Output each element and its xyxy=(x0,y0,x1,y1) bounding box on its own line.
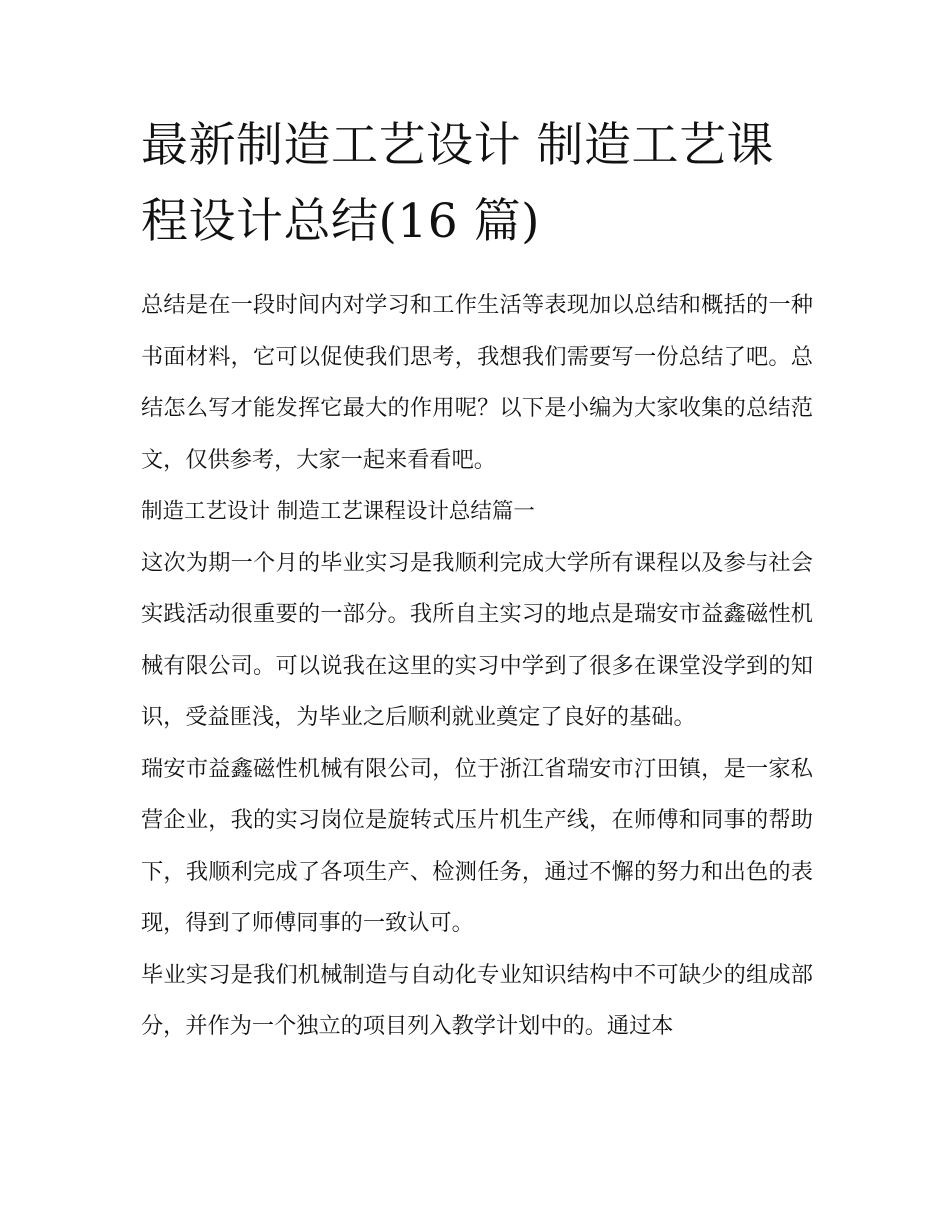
section-heading: 制造工艺设计 制造工艺课程设计总结篇一 xyxy=(141,499,535,524)
document-body xyxy=(141,280,813,1053)
paragraph-intro: 总结是在一段时间内对学习和工作生活等表现加以总结和概括的一种书面材料，它可以促使我们思考，我想我们需要写一份总结了吧。总结怎么写才能发挥它最大的作用呢？以下是小编为大家收集的总结范文，仅供参考，大家一起来看看吧。 xyxy=(141,292,813,473)
document-title: 最新制造工艺设计 制造工艺课程设计总结(16 篇) xyxy=(141,118,774,249)
paragraph-internship-overview: 这次为期一个月的毕业实习是我顺利完成大学所有课程以及参与社会实践活动很重要的一部分。我所自主实习的地点是瑞安市益鑫磁性机械有限公司。可以说我在这里的实习中学到了很多在课堂没学到的知识，受益匪浅，为毕业之后顺利就业奠定了良好的基础。 xyxy=(141,549,813,730)
document-page xyxy=(141,108,813,1053)
paragraph-company: 瑞安市益鑫磁性机械有限公司，位于浙江省瑞安市汀田镇，是一家私营企业，我的实习岗位是旋转式压片机生产线，在师傅和同事的帮助下，我顺利完成了各项生产、检测任务，通过不懈的努力和出色的表现，得到了师傅同事的一致认可。 xyxy=(141,755,813,936)
paragraph-significance: 毕业实习是我们机械制造与自动化专业知识结构中不可缺少的组成部分，并作为一个独立的项目列入教学计划中的。通过本 xyxy=(141,961,813,1039)
